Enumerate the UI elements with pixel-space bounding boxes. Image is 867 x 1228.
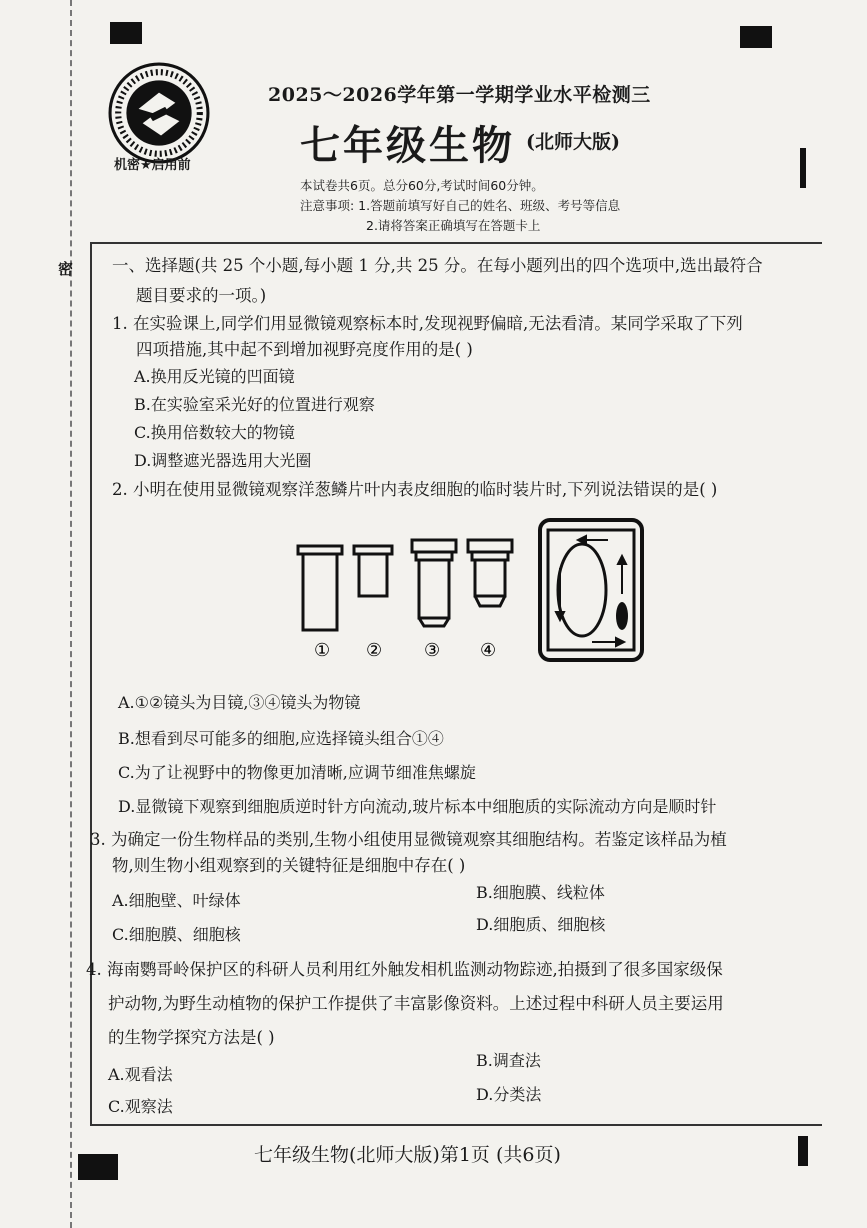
question-4-option-c: C.观察法 [108,1097,173,1116]
question-1-option-d: D.调整遮光器选用大光圈 [134,451,312,470]
registration-mark-top-right [740,26,772,48]
lens-1-body [303,554,337,630]
question-1-option-a: A.换用反光镜的凹面镜 [134,367,295,386]
question-3-option-c: C.细胞膜、细胞核 [112,925,241,944]
lens-label-1: ① [314,640,331,660]
lens-label-2: ② [366,640,383,660]
question-2-stem: 2. 小明在使用显微镜观察洋葱鳞片叶内表皮细胞的临时装片时,下列说法错误的是( ) [112,480,718,499]
question-4-stem-cont: 护动物,为野生动植物的保护工作提供了丰富影像资料。上述过程中科研人员主要运用 [108,994,724,1013]
notice-line-1: 注意事项: 1.答题前填写好自己的姓名、班级、考号等信息 [300,198,621,213]
margin-seal-char: 密 [58,260,74,278]
question-4-stem: 4. 海南鹦哥岭保护区的科研人员利用红外触发相机监测动物踪迹,拍摄到了很多国家级保 [86,960,723,979]
question-3-stem-cont: 物,则生物小组观察到的关键特征是细胞中存在( ) [112,856,466,875]
section-heading-cont: 题目要求的一项。) [136,286,267,305]
lens-3-body [419,560,449,618]
lens-label-4: ④ [480,640,497,660]
registration-mark-bottom-right [798,1136,808,1166]
question-2-option-d: D.显微镜下观察到细胞质逆时针方向流动,玻片标本中细胞质的实际流动方向是顺时针 [118,797,717,816]
question-1-stem-cont: 四项措施,其中起不到增加视野亮度作用的是( ) [136,340,473,359]
question-1-option-c: C.换用倍数较大的物镜 [134,423,295,442]
exam-title: 2025～2026学年第一学期学业水平检测三 [268,84,651,106]
question-4-stem-end: 的生物学探究方法是( ) [108,1028,275,1047]
question-3-option-d: D.细胞质、细胞核 [476,915,606,934]
secret-label: 机密★启用前 [114,158,191,173]
registration-mark-bottom-left [78,1154,118,1180]
question-3-stem: 3. 为确定一份生物样品的类别,生物小组使用显微镜观察其细胞结构。若鉴定该样品为植 [90,830,727,849]
microscope-lenses-figure [290,530,530,660]
page-footer: 七年级生物(北师大版)第1页 (共6页) [254,1144,561,1166]
question-1-stem: 1. 在实验课上,同学们用显微镜观察标本时,发现视野偏暗,无法看清。某同学采取了下列 [112,314,743,333]
nucleus [616,602,628,630]
exam-info-line: 本试卷共6页。总分60分,考试时间60分钟。 [300,178,544,193]
plant-cell-flow-figure [536,516,648,666]
lens-label-3: ③ [424,640,441,660]
lens-4-body [475,560,505,596]
notice-line-2: 2.请将答案正确填写在答题卡上 [366,218,541,233]
subject-title: 七年级生物 [300,122,515,169]
school-logo-icon [108,62,210,164]
lens-3-cap [412,540,456,552]
vacuole-ellipse [558,544,606,636]
section-heading: 一、选择题(共 25 个小题,每小题 1 分,共 25 分。在每小题列出的四个选项中,选出最符合 [112,256,763,275]
question-3-option-a: A.细胞壁、叶绿体 [112,891,241,910]
registration-mark-top-left [110,22,142,44]
lens-4-cap [468,540,512,552]
question-3-option-b: B.细胞膜、线粒体 [476,883,605,902]
question-2-option-b: B.想看到尽可能多的细胞,应选择镜头组合①④ [118,729,444,748]
binding-dashed-line [70,0,72,1228]
question-1-option-b: B.在实验室采光好的位置进行观察 [134,395,375,414]
edge-mark-right [800,148,806,188]
edition-label: (北师大版) [526,131,620,153]
question-4-option-a: A.观看法 [108,1065,173,1084]
question-4-option-b: B.调查法 [476,1051,541,1070]
question-2-option-c: C.为了让视野中的物像更加清晰,应调节细准焦螺旋 [118,763,476,782]
question-2-option-a: A.①②镜头为目镜,③④镜头为物镜 [118,693,361,712]
question-4-option-d: D.分类法 [476,1085,542,1104]
lens-2-body [359,554,387,596]
